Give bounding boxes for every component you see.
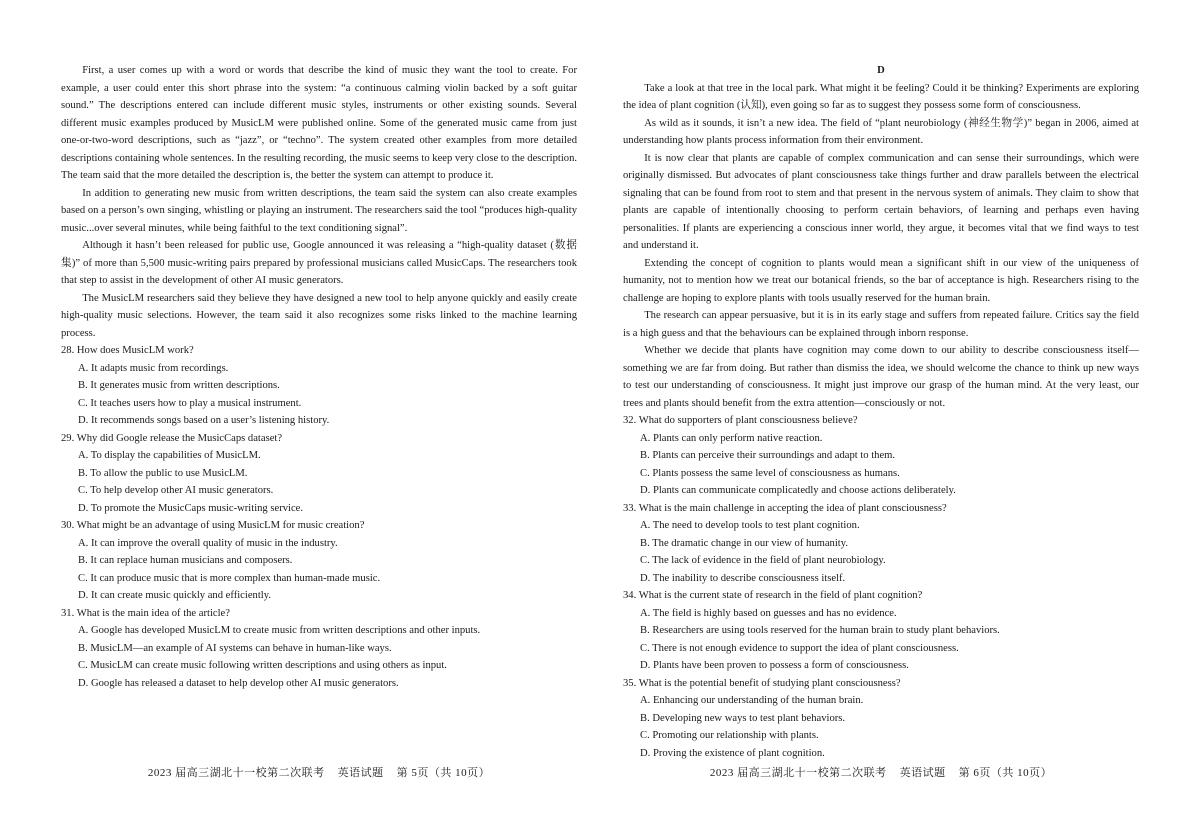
- option-c: C. MusicLM can create music following written descriptions and using others as input.: [78, 660, 447, 671]
- passage-paragraph: It is now clear that plants are capable of complex communication and can sense their surroundings, which were originally dismissed. But advocates of plant consciousness take things further and draw parallels between the electrical signaling that can be found from root to stem and that present in the nervous system of animals. They claim to show that plants are capable of intentionally choosing to perform certain behaviors, of learning and perhaps even having personalities. If plants are experiencing a conscious inner world, they argue, it becomes vital that we find ways to test and understand it.: [623, 152, 1139, 251]
- question-stem: 31. What is the main idea of the article?: [61, 607, 230, 619]
- option-c: C. It can produce music that is more complex than human-made music.: [78, 572, 381, 584]
- question-stem: 35. What is the potential benefit of studying plant consciousness?: [623, 677, 901, 689]
- passage-paragraph: The MusicLM researchers said they believe they have designed a new tool to help anyone quickly and easily create high-quality music selections. However, the team said it also recognizes some risks linked to the machine learning process.: [61, 292, 577, 339]
- question-stem: 34. What is the current state of research in the field of plant cognition?: [623, 590, 923, 601]
- question-stem: 32. What do supporters of plant consciousness believe?: [623, 415, 858, 426]
- passage-paragraph: Take a look at that tree in the local park. What might it be feeling? Could it be thinking? Experiments are exploring the idea of plant cognition (认知), even going so far as to suggest they possess some form of consciousness.: [623, 82, 1139, 111]
- option-a: A. It adapts music from recordings.: [78, 362, 229, 374]
- page-footer: 2023 届高三湖北十一校第二次联考 英语试题 第 5页（共 10页）: [147, 767, 491, 779]
- question-stem: 29. Why did Google release the MusicCaps dataset?: [61, 432, 283, 444]
- option-b: B. It generates music from written descriptions.: [78, 380, 280, 391]
- passage-paragraph: The research can appear persuasive, but it is in its early stage and suffers from repeated failure. Critics say the field is a high guess and that the behaviours can be explained through inborn response.: [623, 310, 1139, 339]
- passage-paragraph: As wild as it sounds, it isn’t a new idea. The field of “plant neurobiology (神经生物学)” began in 2006, aimed at understanding how plants process information from their environment.: [623, 117, 1139, 146]
- option-a: A. Enhancing our understanding of the human brain.: [640, 695, 864, 706]
- page-footer: 2023 届高三湖北十一校第二次联考 英语试题 第 6页（共 10页）: [709, 767, 1053, 779]
- question-33: [623, 500, 1139, 588]
- passage-paragraph: Extending the concept of cognition to plants would mean a significant shift in our view of the uniqueness of humanity, not to mention how we treat our botanical friends, so the bar of acceptance is high. Researchers rising to the challenge are hoping to explore plants with tools usually reserved for the human brain.: [623, 257, 1139, 304]
- option-c: C. It teaches users how to play a musical instrument.: [78, 397, 302, 409]
- question-28: [61, 342, 577, 430]
- option-a: A. It can improve the overall quality of music in the industry.: [78, 537, 338, 549]
- question-32: [623, 412, 1139, 500]
- option-b: B. Developing new ways to test plant behaviors.: [640, 712, 846, 724]
- option-d: D. Plants have been proven to possess a form of consciousness.: [640, 660, 909, 671]
- question-stem: 28. How does MusicLM work?: [61, 345, 194, 356]
- option-d: D. The inability to describe consciousness itself.: [640, 572, 846, 584]
- option-c: C. Plants possess the same level of consciousness as humans.: [640, 467, 900, 479]
- option-d: D. It recommends songs based on a user’s listening history.: [78, 415, 330, 426]
- option-c: C. Promoting our relationship with plants.: [640, 730, 819, 741]
- option-b: B. To allow the public to use MusicLM.: [78, 467, 248, 479]
- passage-paragraph: In addition to generating new music from written descriptions, the team said the system can also create examples based on a person’s own singing, whistling or playing an instrument. The researchers said the tool “produces high-quality music...over several minutes, while being faithful to the text conditioning signal”.: [61, 187, 577, 234]
- question-stem: 30. What might be an advantage of using MusicLM for music creation?: [61, 520, 365, 531]
- option-d: D. Proving the existence of plant cognition.: [640, 747, 825, 759]
- passage-paragraph: First, a user comes up with a word or words that describe the kind of music they want the tool to create. For example, a user could enter this short phrase into the system: “a continuous calming violin backed by a soft guitar sound.” The descriptions entered can include different music styles, instruments or other existing sounds. Several different music examples produced by MusicLM were published online. Some of the generated music came from just one-or-two-word descriptions, such as “jazz”, or “techno”. The system created other examples from more detailed descriptions containing whole sentences. In the resulting recording, the music seems to keep very close to the description. The team said that the more detailed the description is, the better the system can attempt to produce it.: [61, 65, 578, 181]
- option-a: A. Plants can only perform native reaction.: [640, 432, 823, 444]
- option-b: B. It can replace human musicians and composers.: [78, 555, 293, 566]
- option-c: C. The lack of evidence in the field of plant neurobiology.: [640, 555, 886, 566]
- option-b: B. Researchers are using tools reserved for the human brain to study plant behaviors.: [640, 625, 1000, 636]
- option-d: D. To promote the MusicCaps music-writing service.: [78, 502, 304, 514]
- question-29: [61, 430, 577, 518]
- option-a: A. The field is highly based on guesses and has no evidence.: [640, 607, 897, 619]
- option-c: C. There is not enough evidence to support the idea of plant consciousness.: [640, 642, 959, 654]
- question-30: [61, 517, 577, 605]
- option-b: B. MusicLM—an example of AI systems can behave in human-like ways.: [78, 642, 392, 654]
- left-page-content: [61, 62, 577, 692]
- passage-paragraph: Although it hasn’t been released for public use, Google announced it was releasing a “high-quality dataset (数据集)” of more than 5,500 music-writing pairs prepared by professional musicians called MusicCaps. The researchers took that step to assist in the development of other AI music generators.: [61, 240, 577, 286]
- passage-paragraph: Whether we decide that plants have cognition may come down to our ability to describe consciousness itself—something we are far from doing. But rather than dismiss the idea, we should welcome the chance to think up new ways to test our understanding of consciousness. It might just improve our grasp of the human mind. At the very least, our trees and plants should benefit from the extra attention—consciously or not.: [623, 345, 1139, 409]
- option-d: D. Google has released a dataset to help develop other AI music generators.: [78, 677, 399, 689]
- question-34: [623, 587, 1139, 675]
- option-b: B. The dramatic change in our view of humanity.: [640, 537, 848, 549]
- option-a: A. To display the capabilities of MusicLM.: [78, 450, 261, 461]
- option-a: A. Google has developed MusicLM to create music from written descriptions and other inputs.: [78, 625, 481, 636]
- question-stem: 33. What is the main challenge in accepting the idea of plant consciousness?: [623, 502, 947, 514]
- option-d: D. Plants can communicate complicatedly and choose actions deliberately.: [640, 485, 956, 496]
- option-b: B. Plants can perceive their surroundings and adapt to them.: [640, 450, 896, 461]
- right-page-content: [623, 62, 1139, 762]
- option-c: C. To help develop other AI music generators.: [78, 485, 274, 496]
- option-a: A. The need to develop tools to test plant cognition.: [640, 520, 860, 531]
- option-d: D. It can create music quickly and efficiently.: [78, 590, 271, 601]
- question-35: [623, 675, 1139, 763]
- question-31: [61, 605, 577, 693]
- section-heading: D: [877, 65, 885, 76]
